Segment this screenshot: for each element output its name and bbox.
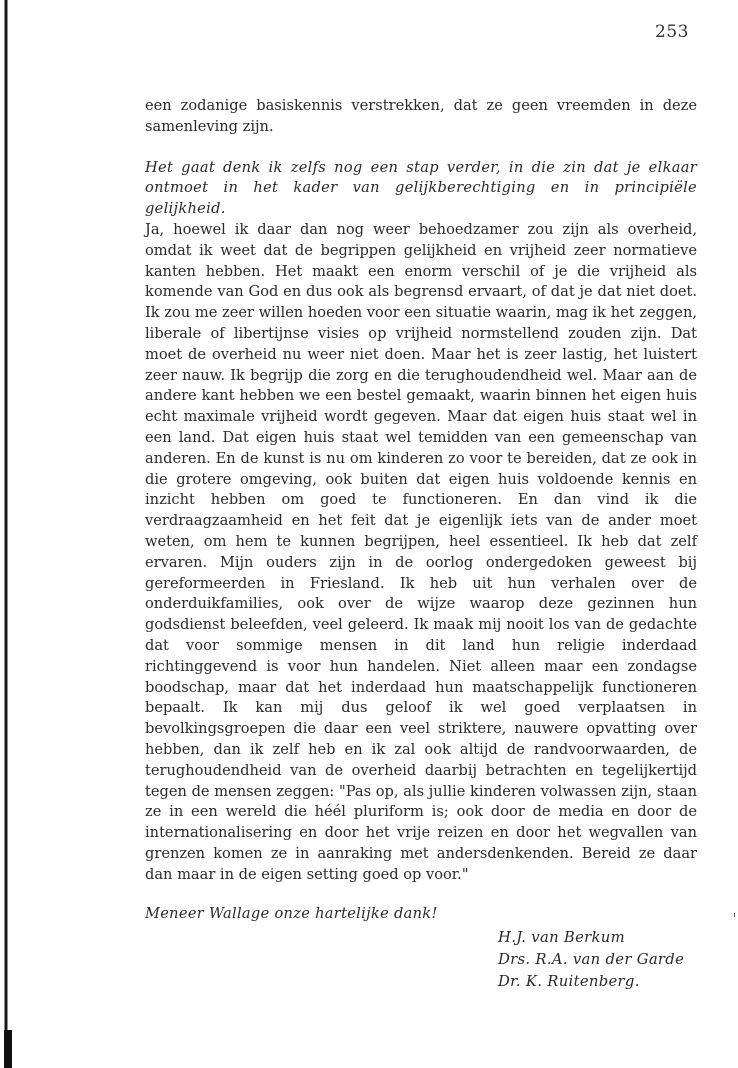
interview-answer: Ja, hoewel ik daar dan nog weer behoedzamer zou zijn als overheid, omdat ik weet dat de begrippen gelijkheid en vrijheid zeer normatieve kanten hebben. Het maakt een enorm verschil of je die vrijheid als komende van God en dus ook als begrensd ervaart, of dat je dat niet doet. Ik zou me zeer willen hoeden voor een situatie waarin, mag ik het zeggen, liberale of libertijnse visies op vrijheid normstellend zouden zijn. Dat moet de overheid nu weer niet doen. Maar het is zeer lastig, het luistert zeer nauw. Ik begrijp die zorg en die terughoudendheid wel. Maar aan de andere kant hebben we een bestel gemaakt, waarin binnen het eigen huis echt maximale vrijheid wordt gegeven. Maar dat eigen huis staat wel in een land. Dat eigen huis staat wel temidden van een gemeenschap van anderen. En de kunst is nu om kinderen zo voor te bereiden, dat ze ook in die grotere omgeving, ook buiten dat eigen huis voldoende kennis en inzicht hebben om goed te functioneren. En dan vind ik die verdraagzaamheid en het feit dat je eigenlijk iets van de ander moet weten, om hem te kunnen begrijpen, heel essentieel. Ik heb dat zelf ervaren. Mijn ouders zijn in de oorlog ondergedoken geweest bij gereformeerden in Friesland. Ik heb uit hun verhalen over de onderduikfamilies, ook over de wijze waarop deze gezinnen hun godsdienst beleefden, veel geleerd. Ik maak mij nooit los van de gedachte dat voor sommige mensen in dit land hun religie inderdaad richtinggevend is voor hun handelen. Niet alleen maar een zondagse boodschap, maar dat het inderdaad hun maatschappelijk functioneren bepaalt. Ik kan mij dus geloof ik wel goed verplaatsen in bevolkingsgroepen die daar een veel striktere, nauwere opvatting over hebben, dan ik zelf heb en ik zal ook altijd de randvoorwaarden, de terughoudendheid van de overheid daarbij betrachten en tegelijkertijd tegen de mensen zeggen: "Pas op, als jullie kinderen volwassen zijn, staan ze in een wereld die héél pluriform is; ook door de media en door de internationalisering en door het vrije reizen en door het wegvallen van grenzen komen ze in aanraking met andersdenkenden. Bereid ze daar dan maar in de eigen setting goed op voor." [145,220,697,883]
signature-block [145,927,697,993]
page-number: 253 [655,22,689,42]
interview-question: Het gaat denk ik zelfs nog een stap verder, in die zin dat je elkaar ontmoet in het kader van gelijkberechtiging en in principiële gelijkheid. [145,158,697,218]
scan-binding-edge-mark [4,1030,12,1068]
interview-text [145,96,697,993]
signature-name: Drs. R.A. van der Garde [498,951,685,969]
scan-speck [734,913,735,917]
signature-name: H.J. van Berkum [498,929,625,947]
intro-paragraph: een zodanige basiskennis verstrekken, dat ze geen vreemden in deze samenleving zijn. [145,97,697,135]
closing-thanks: Meneer Wallage onze hartelijke dank! [145,905,438,923]
signature-name: Dr. K. Ruitenberg. [498,973,640,991]
scan-binding-edge [0,0,14,1068]
